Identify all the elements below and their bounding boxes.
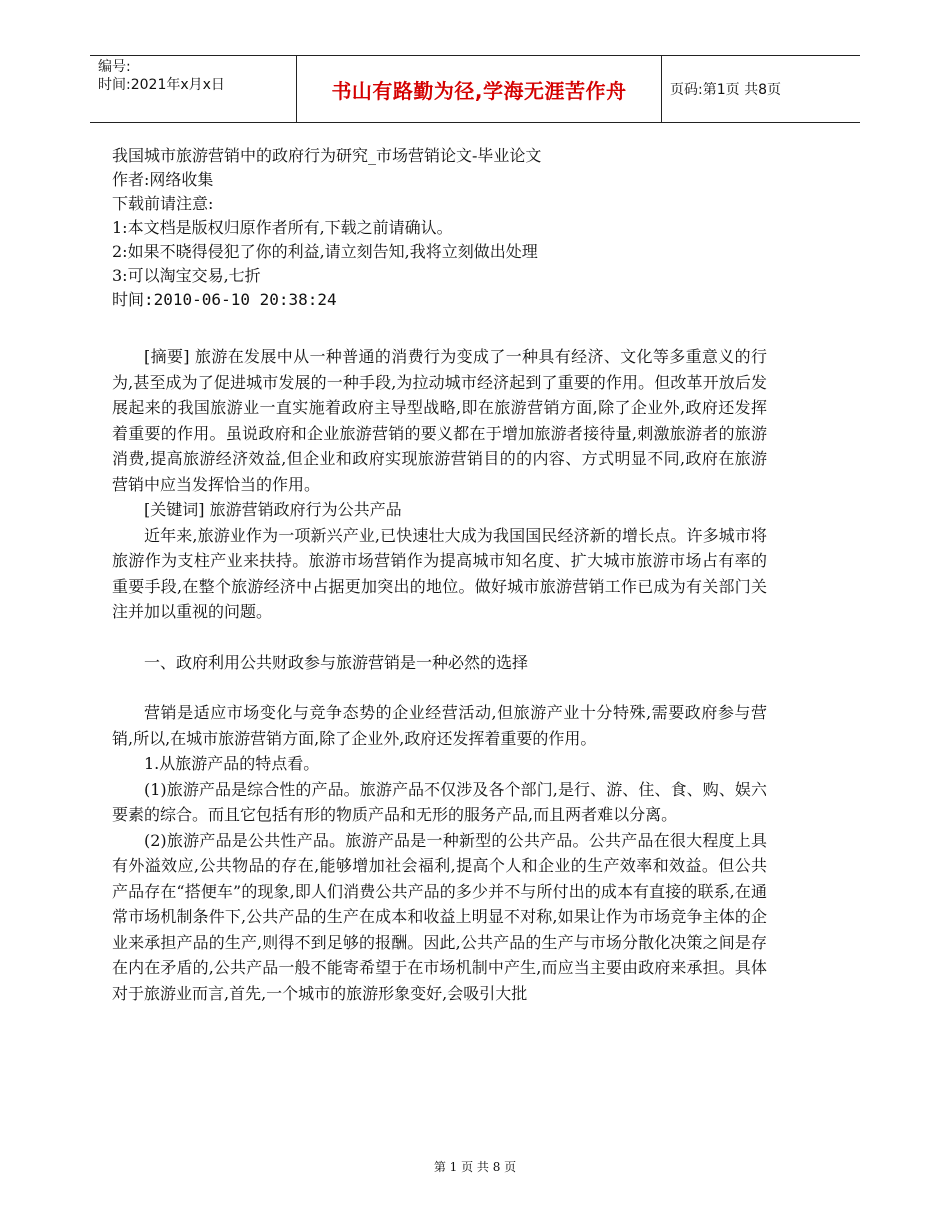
point-heading: 1.从旅游产品的特点看。: [144, 754, 320, 773]
notice-item: 3:可以淘宝交易,七折: [112, 266, 261, 285]
keywords: [关键词] 旅游营销政府行为公共产品: [144, 500, 402, 519]
intro-paragraph: 近年来,旅游业作为一项新兴产业,已快速壮大成为我国国民经济新的增长点。许多城市将旅游作为支柱产业来扶持。旅游市场营销作为提高城市知名度、扩大城市旅游市场占有率的重要手段,在整个旅游经济中占据更加突出的地位。做好城市旅游营销工作已成为有关部门关注并加以重视的问题。: [112, 525, 767, 621]
header-page-info: 页码:第1页 共8页: [670, 82, 781, 98]
header-motto: 书山有路勤为径,学海无涯苦作舟: [297, 56, 662, 122]
article-body: [112, 344, 767, 1006]
document-header: [90, 55, 860, 123]
point-paragraph: (2)旅游产品是公共性产品。旅游产品是一种新型的公共产品。公共产品在很大程度上具有外溢效应,公共物品的存在,能够增加社会福利,提高个人和企业的生产效率和效益。但公共产品存在“搭便车”的现象,即人们消费公共产品的多少并不与所付出的成本有直接的联系,在通常市场机制条件下,公共产品的生产在成本和收益上明显不对称,如果让作为市场竞争主体的企业来承担产品的生产,则得不到足够的报酬。因此,公共产品的生产与市场分散化决策之间是存在内在矛盾的,公共产品一般不能寄希望于在市场机制中产生,而应当主要由政府来承担。具体对于旅游业而言,首先,一个城市的旅游形象变好,会吸引大批: [112, 830, 767, 1003]
abstract: [摘要] 旅游在发展中从一种普通的消费行为变成了一种具有经济、文化等多重意义的行为,甚至成为了促进城市发展的一种手段,为拉动城市经济起到了重要的作用。但改革开放后发展起来的我国旅游业一直实施着政府主导型战略,即在旅游营销方面,除了企业外,政府还发挥着重要的作用。虽说政府和企业旅游营销的要义都在于增加旅游者接待量,刺激旅游者的旅游消费,提高旅游经济效益,但企业和政府实现旅游营销目的的内容、方式明显不同,政府在旅游营销中应当发挥恰当的作用。: [112, 347, 767, 494]
article-time: 时间:2010-06-10 20:38:24: [112, 290, 337, 309]
header-meta-cell: [90, 56, 297, 122]
notice-item: 2:如果不晓得侵犯了你的利益,请立刻告知,我将立刻做出处理: [112, 242, 538, 261]
article-meta: [112, 144, 767, 312]
notice-item: 1:本文档是版权归原作者所有,下载之前请确认。: [112, 218, 453, 237]
point-paragraph: (1)旅游产品是综合性的产品。旅游产品不仅涉及各个部门,是行、游、住、食、购、娱六要素的综合。而且它包括有形的物质产品和无形的服务产品,而且两者难以分离。: [112, 779, 767, 824]
date-label: 时间:2021年x月x日: [98, 77, 225, 93]
article-author: 作者:网络收集: [112, 170, 214, 189]
article-title: 我国城市旅游营销中的政府行为研究_市场营销论文-毕业论文: [112, 146, 542, 165]
article-content: [112, 144, 767, 1006]
number-label: 编号:: [98, 59, 131, 75]
section-heading: 一、政府利用公共财政参与旅游营销是一种必然的选择: [144, 652, 529, 672]
page-footer: 第 1 页 共 8 页: [433, 1160, 517, 1174]
section-paragraph: 营销是适应市场变化与竞争态势的企业经营活动,但旅游产业十分特殊,需要政府参与营销,所以,在城市旅游营销方面,除了企业外,政府还发挥着重要的作用。: [112, 703, 767, 748]
notice-title: 下载前请注意:: [112, 194, 214, 213]
